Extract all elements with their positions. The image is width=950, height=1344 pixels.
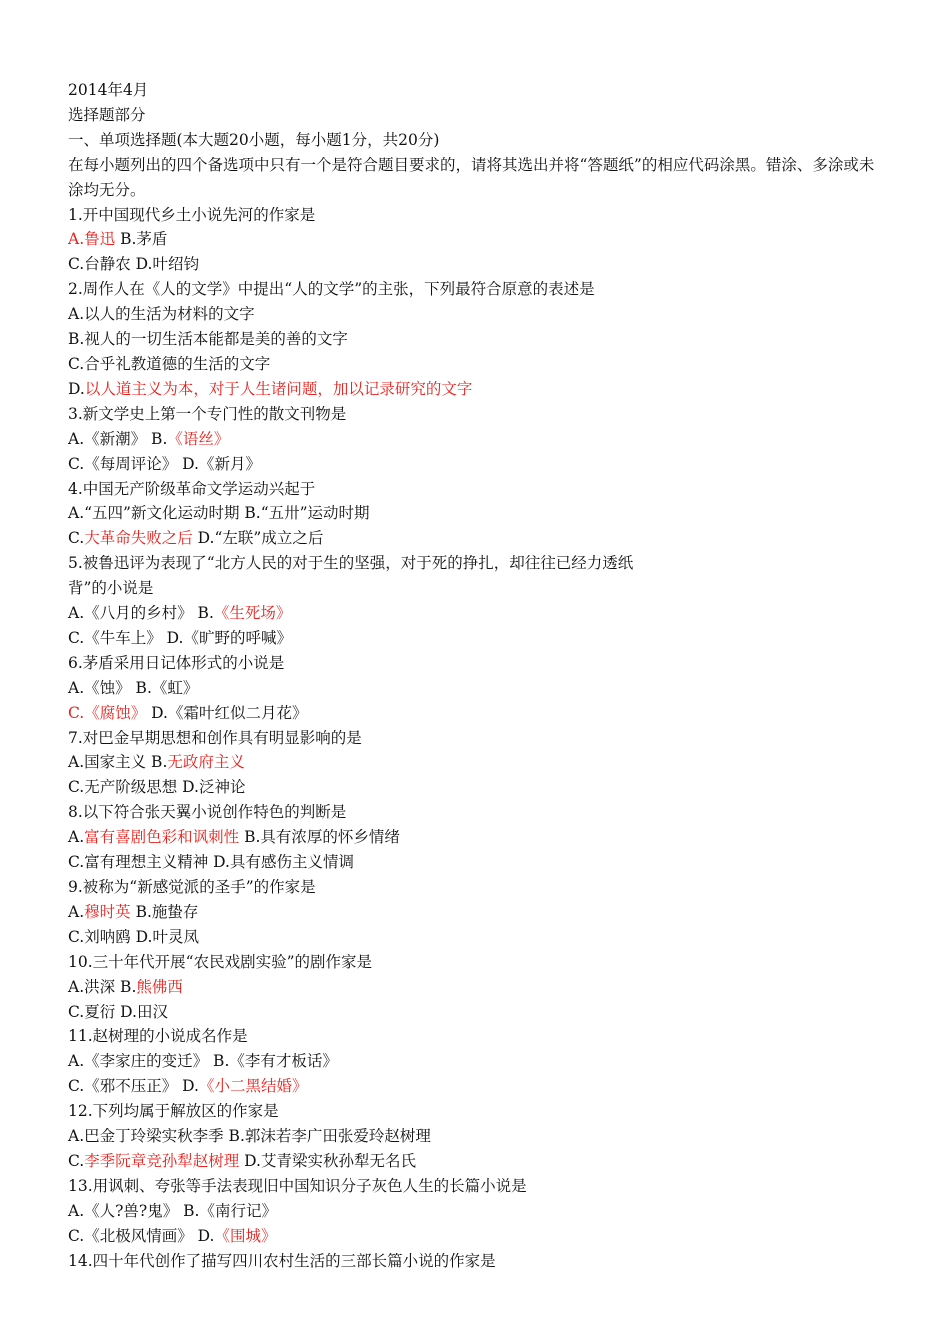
line-text: B.施蛰存 bbox=[130, 902, 199, 921]
text-line bbox=[68, 950, 888, 975]
line-text: 背”的小说是 bbox=[68, 579, 154, 598]
text-line bbox=[68, 477, 888, 502]
text-line bbox=[68, 501, 888, 526]
line-text: A. bbox=[68, 828, 85, 847]
answer-text: 李季阮章竞孙犁赵树理 bbox=[84, 1151, 240, 1170]
line-text: 12.下列均属于解放区的作家是 bbox=[68, 1102, 279, 1121]
text-line bbox=[68, 626, 888, 651]
text-line bbox=[68, 925, 888, 950]
answer-text: 穆时英 bbox=[84, 902, 131, 921]
text-line bbox=[68, 850, 888, 875]
line-text: B.视人的一切生活本能都是美的善的文字 bbox=[68, 330, 348, 349]
line-text: A.《八月的乡村》 B. bbox=[68, 604, 214, 623]
line-text: 9.被称为“新感觉派的圣手”的作家是 bbox=[68, 878, 316, 896]
text-line bbox=[68, 526, 888, 551]
text-line bbox=[68, 377, 888, 402]
line-text: C.无产阶级思想 D.泛神论 bbox=[68, 778, 246, 797]
section-title: 选择题部分 bbox=[68, 105, 146, 124]
line-text: 10.三十年代开展“农民戏剧实验”的剧作家是 bbox=[68, 952, 372, 971]
text-line bbox=[68, 1149, 888, 1174]
line-text: 3.新文学史上第一个专门性的散文刊物是 bbox=[68, 404, 347, 423]
text-line bbox=[68, 1024, 888, 1049]
line-text: 11.赵树理的小说成名作是 bbox=[68, 1027, 248, 1046]
answer-text: 《生死场》 bbox=[213, 604, 292, 623]
text-line bbox=[68, 227, 888, 252]
line-text: C.刘呐鸥 D.叶灵凤 bbox=[68, 927, 199, 946]
text-line bbox=[68, 825, 888, 850]
text-line bbox=[68, 427, 888, 452]
text-line bbox=[68, 1074, 888, 1099]
line-text: A.“五四”新文化运动时期 B.“五卅”运动时期 bbox=[68, 504, 370, 523]
text-line bbox=[68, 1000, 888, 1025]
text-line bbox=[68, 352, 888, 377]
line-text: A. bbox=[68, 902, 85, 921]
answer-text: 《围城》 bbox=[214, 1226, 277, 1245]
text-line bbox=[68, 551, 888, 576]
document-page bbox=[68, 78, 888, 1274]
answer-text: A. bbox=[68, 230, 85, 249]
line-text: A.《李家庄的变迁》 B.《李有才板话》 bbox=[68, 1052, 338, 1071]
text-line bbox=[68, 1124, 888, 1149]
text-line bbox=[68, 900, 888, 925]
answer-text: C.《腐蚀》 bbox=[68, 703, 147, 722]
line-text: A.巴金丁玲梁实秋李季 B.郭沫若李广田张爱玲赵树理 bbox=[68, 1127, 431, 1146]
line-text: A.洪深 B. bbox=[68, 977, 137, 996]
text-line bbox=[68, 402, 888, 427]
line-text: B.具有浓厚的怀乡情绪 bbox=[239, 828, 400, 847]
text-line bbox=[68, 651, 888, 676]
text-line bbox=[68, 1224, 888, 1249]
answer-text: 《语丝》 bbox=[167, 429, 230, 448]
text-line bbox=[68, 327, 888, 352]
text-line bbox=[68, 1099, 888, 1124]
answer-text: 富有喜剧色彩和讽刺性 bbox=[84, 828, 240, 847]
line-text: D.“左联”成立之后 bbox=[192, 529, 324, 548]
answer-text: 大革命失败之后 bbox=[84, 529, 193, 548]
text-line bbox=[68, 875, 888, 900]
line-text: 2.周作人在《人的文学》中提出“人的文学”的主张，下列最符合原意的表述是 bbox=[68, 280, 595, 299]
answer-text: 以人道主义为本，对于人生诸问题，加以记录研究的文字 bbox=[84, 379, 473, 398]
text-line bbox=[68, 576, 888, 601]
line-text: 4.中国无产阶级革命文学运动兴起于 bbox=[68, 479, 316, 498]
text-line bbox=[68, 1174, 888, 1199]
answer-text: 鲁迅 bbox=[84, 230, 116, 249]
line-text: A.《新潮》 B. bbox=[68, 429, 168, 448]
line-text: C.《牛车上》 D.《旷野的呼喊》 bbox=[68, 628, 292, 647]
text-line bbox=[68, 750, 888, 775]
line-text: C.富有理想主义精神 D.具有感伤主义情调 bbox=[68, 853, 354, 872]
line-text: 13.用讽刺、夸张等手法表现旧中国知识分子灰色人生的长篇小说是 bbox=[68, 1176, 527, 1195]
text-line bbox=[68, 676, 888, 701]
text-line bbox=[68, 1049, 888, 1074]
line-text: A.国家主义 B. bbox=[68, 753, 168, 772]
line-text: 8.以下符合张天翼小说创作特色的判断是 bbox=[68, 803, 347, 822]
line-text: A.以人的生活为材料的文字 bbox=[68, 305, 255, 324]
text-line bbox=[68, 302, 888, 327]
text-line bbox=[68, 775, 888, 800]
line-text: 7.对巴金早期思想和创作具有明显影响的是 bbox=[68, 728, 362, 747]
text-line bbox=[68, 800, 888, 825]
exam-date: 2014年4月 bbox=[68, 81, 149, 99]
line-text: 6.茅盾采用日记体形式的小说是 bbox=[68, 653, 285, 672]
text-line bbox=[68, 203, 888, 228]
text-line bbox=[68, 726, 888, 751]
line-text: C. bbox=[68, 529, 85, 548]
line-text: C.《邪不压正》 D. bbox=[68, 1077, 199, 1096]
text-line bbox=[68, 701, 888, 726]
instructions: 在每小题列出的四个备选项中只有一个是符合题目要求的，请将其选出并将“答题纸”的相应代码涂黑。错涂、多涂或未涂均无分。 bbox=[68, 155, 875, 199]
line-text: D.《霜叶红似二月花》 bbox=[146, 703, 308, 722]
line-text: 1.开中国现代乡土小说先河的作家是 bbox=[68, 205, 316, 224]
line-text: B.茅盾 bbox=[115, 230, 168, 249]
line-text: C.《每周评论》 D.《新月》 bbox=[68, 454, 261, 473]
line-text: D.艾青梁实秋孙犁无名氏 bbox=[239, 1151, 416, 1170]
line-text: C.夏衍 D.田汉 bbox=[68, 1002, 168, 1021]
text-line bbox=[68, 1249, 888, 1274]
part-title: 一、单项选择题(本大题20小题，每小题1分，共20分) bbox=[68, 130, 440, 149]
text-line bbox=[68, 601, 888, 626]
line-text: 14.四十年代创作了描写四川农村生活的三部长篇小说的作家是 bbox=[68, 1251, 496, 1270]
answer-text: 熊佛西 bbox=[136, 977, 183, 996]
line-text: C. bbox=[68, 1151, 85, 1170]
line-text: C.合乎礼教道德的生活的文字 bbox=[68, 354, 271, 373]
answer-text: 无政府主义 bbox=[167, 753, 245, 772]
line-text: A.《蚀》 B.《虹》 bbox=[68, 678, 199, 697]
line-text: C.台静农 D.叶绍钧 bbox=[68, 255, 199, 274]
text-line bbox=[68, 452, 888, 477]
text-line bbox=[68, 1199, 888, 1224]
line-text: A.《人?兽?鬼》 B.《南行记》 bbox=[68, 1201, 277, 1220]
text-line bbox=[68, 975, 888, 1000]
question-list bbox=[68, 203, 888, 1274]
line-text: C.《北极风情画》 D. bbox=[68, 1226, 215, 1245]
text-line bbox=[68, 277, 888, 302]
line-text: 5.被鲁迅评为表现了“北方人民的对于生的坚强，对于死的挣扎，却往往已经力透纸 bbox=[68, 554, 634, 573]
text-line bbox=[68, 252, 888, 277]
line-text: D. bbox=[68, 379, 85, 398]
answer-text: 《小二黑结婚》 bbox=[198, 1077, 308, 1096]
